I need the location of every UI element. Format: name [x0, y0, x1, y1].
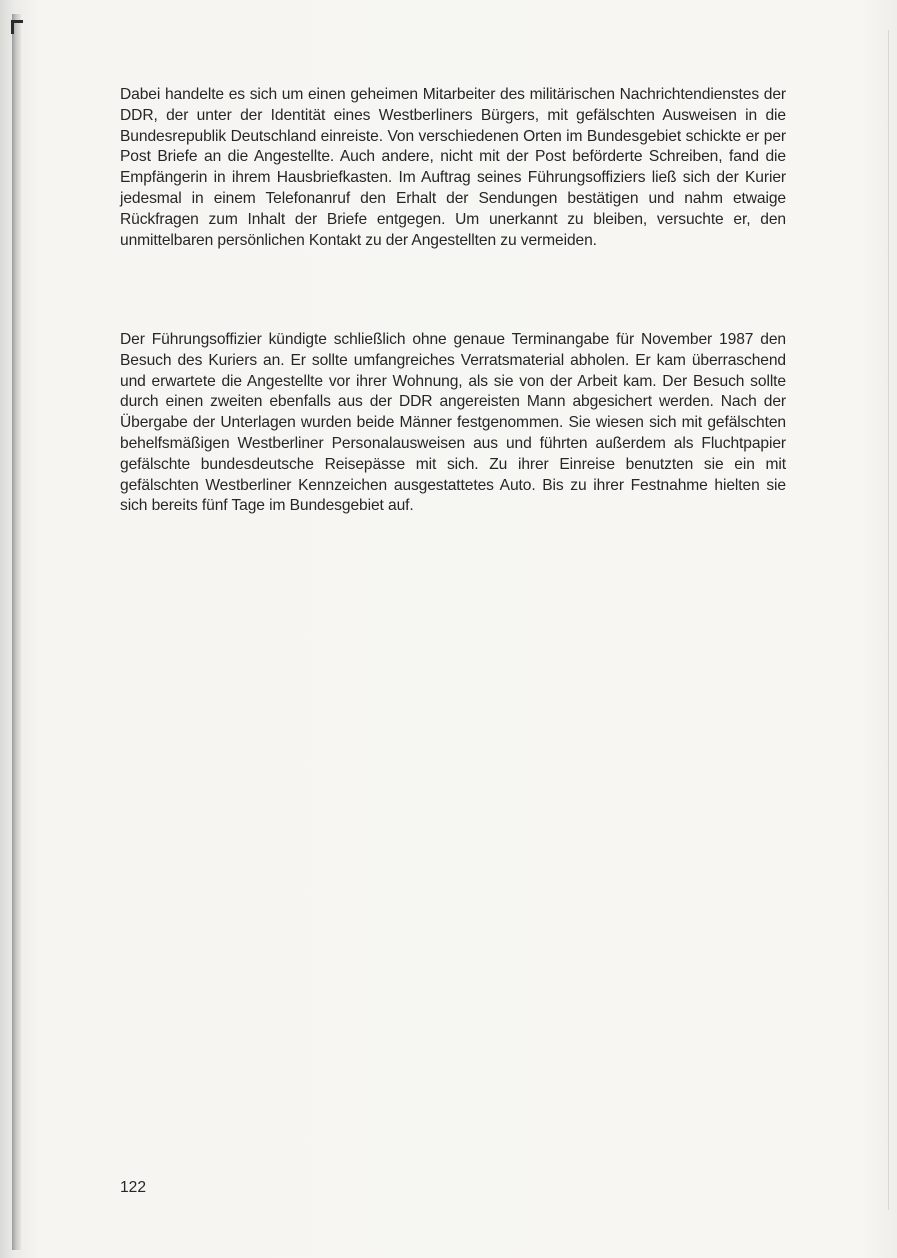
body-paragraph-1: Dabei handelte es sich um einen geheimen Mitarbeiter des militärischen Nachrichtendienstes der DDR, der unter der Identität eines Westberliners Bürgers, mit gefälschten Ausweisen in die Bundesrepublik Deutschland einreiste. Von verschiedenen Orten im Bundesgebiet schickte er per Post Briefe an die Angestellte. Auch andere, nicht mit der Post beförderte Schreiben, fand die Empfängerin in ihrem Hausbriefkasten. Im Auftrag seines Führungsoffiziers ließ sich der Kurier jedesmal in einem Telefonanruf den Erhalt der Sendungen bestätigen und nahm etwaige Rückfragen zum Inhalt der Briefe entgegen. Um unerkannt zu bleiben, versuchte er, den unmittelbaren persönlichen Kontakt zu der Angestellten zu vermeiden.	[120, 86, 786, 249]
page-edge-line	[888, 30, 889, 1210]
binding-edge	[12, 14, 21, 1250]
body-paragraph-2: Der Führungsoffizier kündigte schließlich ohne genaue Terminangabe für November 1987 den Besuch des Kuriers an. Er sollte umfangreiches Verratsmaterial abholen. Er kam überraschend und erwartete die Angestellte vor ihrer Wohnung, als sie von der Arbeit kam. Der Besuch sollte durch einen zweiten ebenfalls aus der DDR angereisten Mann abgesichert werden. Nach der Übergabe der Unterlagen wurden beide Männer festgenommen. Sie wiesen sich mit gefälschten behelfsmäßigen Westberliner Personalausweisen aus und führten außerdem als Fluchtpapier gefälschte bundesdeutsche Reisepässe mit sich. Zu ihrer Einreise benutzten sie ein mit gefälschten Westberliner Kennzeichen ausgestattetes Auto. Bis zu ihrer Festnahme hielten sie sich bereits fünf Tage im Bundesgebiet auf.	[120, 331, 786, 515]
page-number: 122	[120, 1179, 147, 1196]
crop-mark	[11, 20, 23, 34]
